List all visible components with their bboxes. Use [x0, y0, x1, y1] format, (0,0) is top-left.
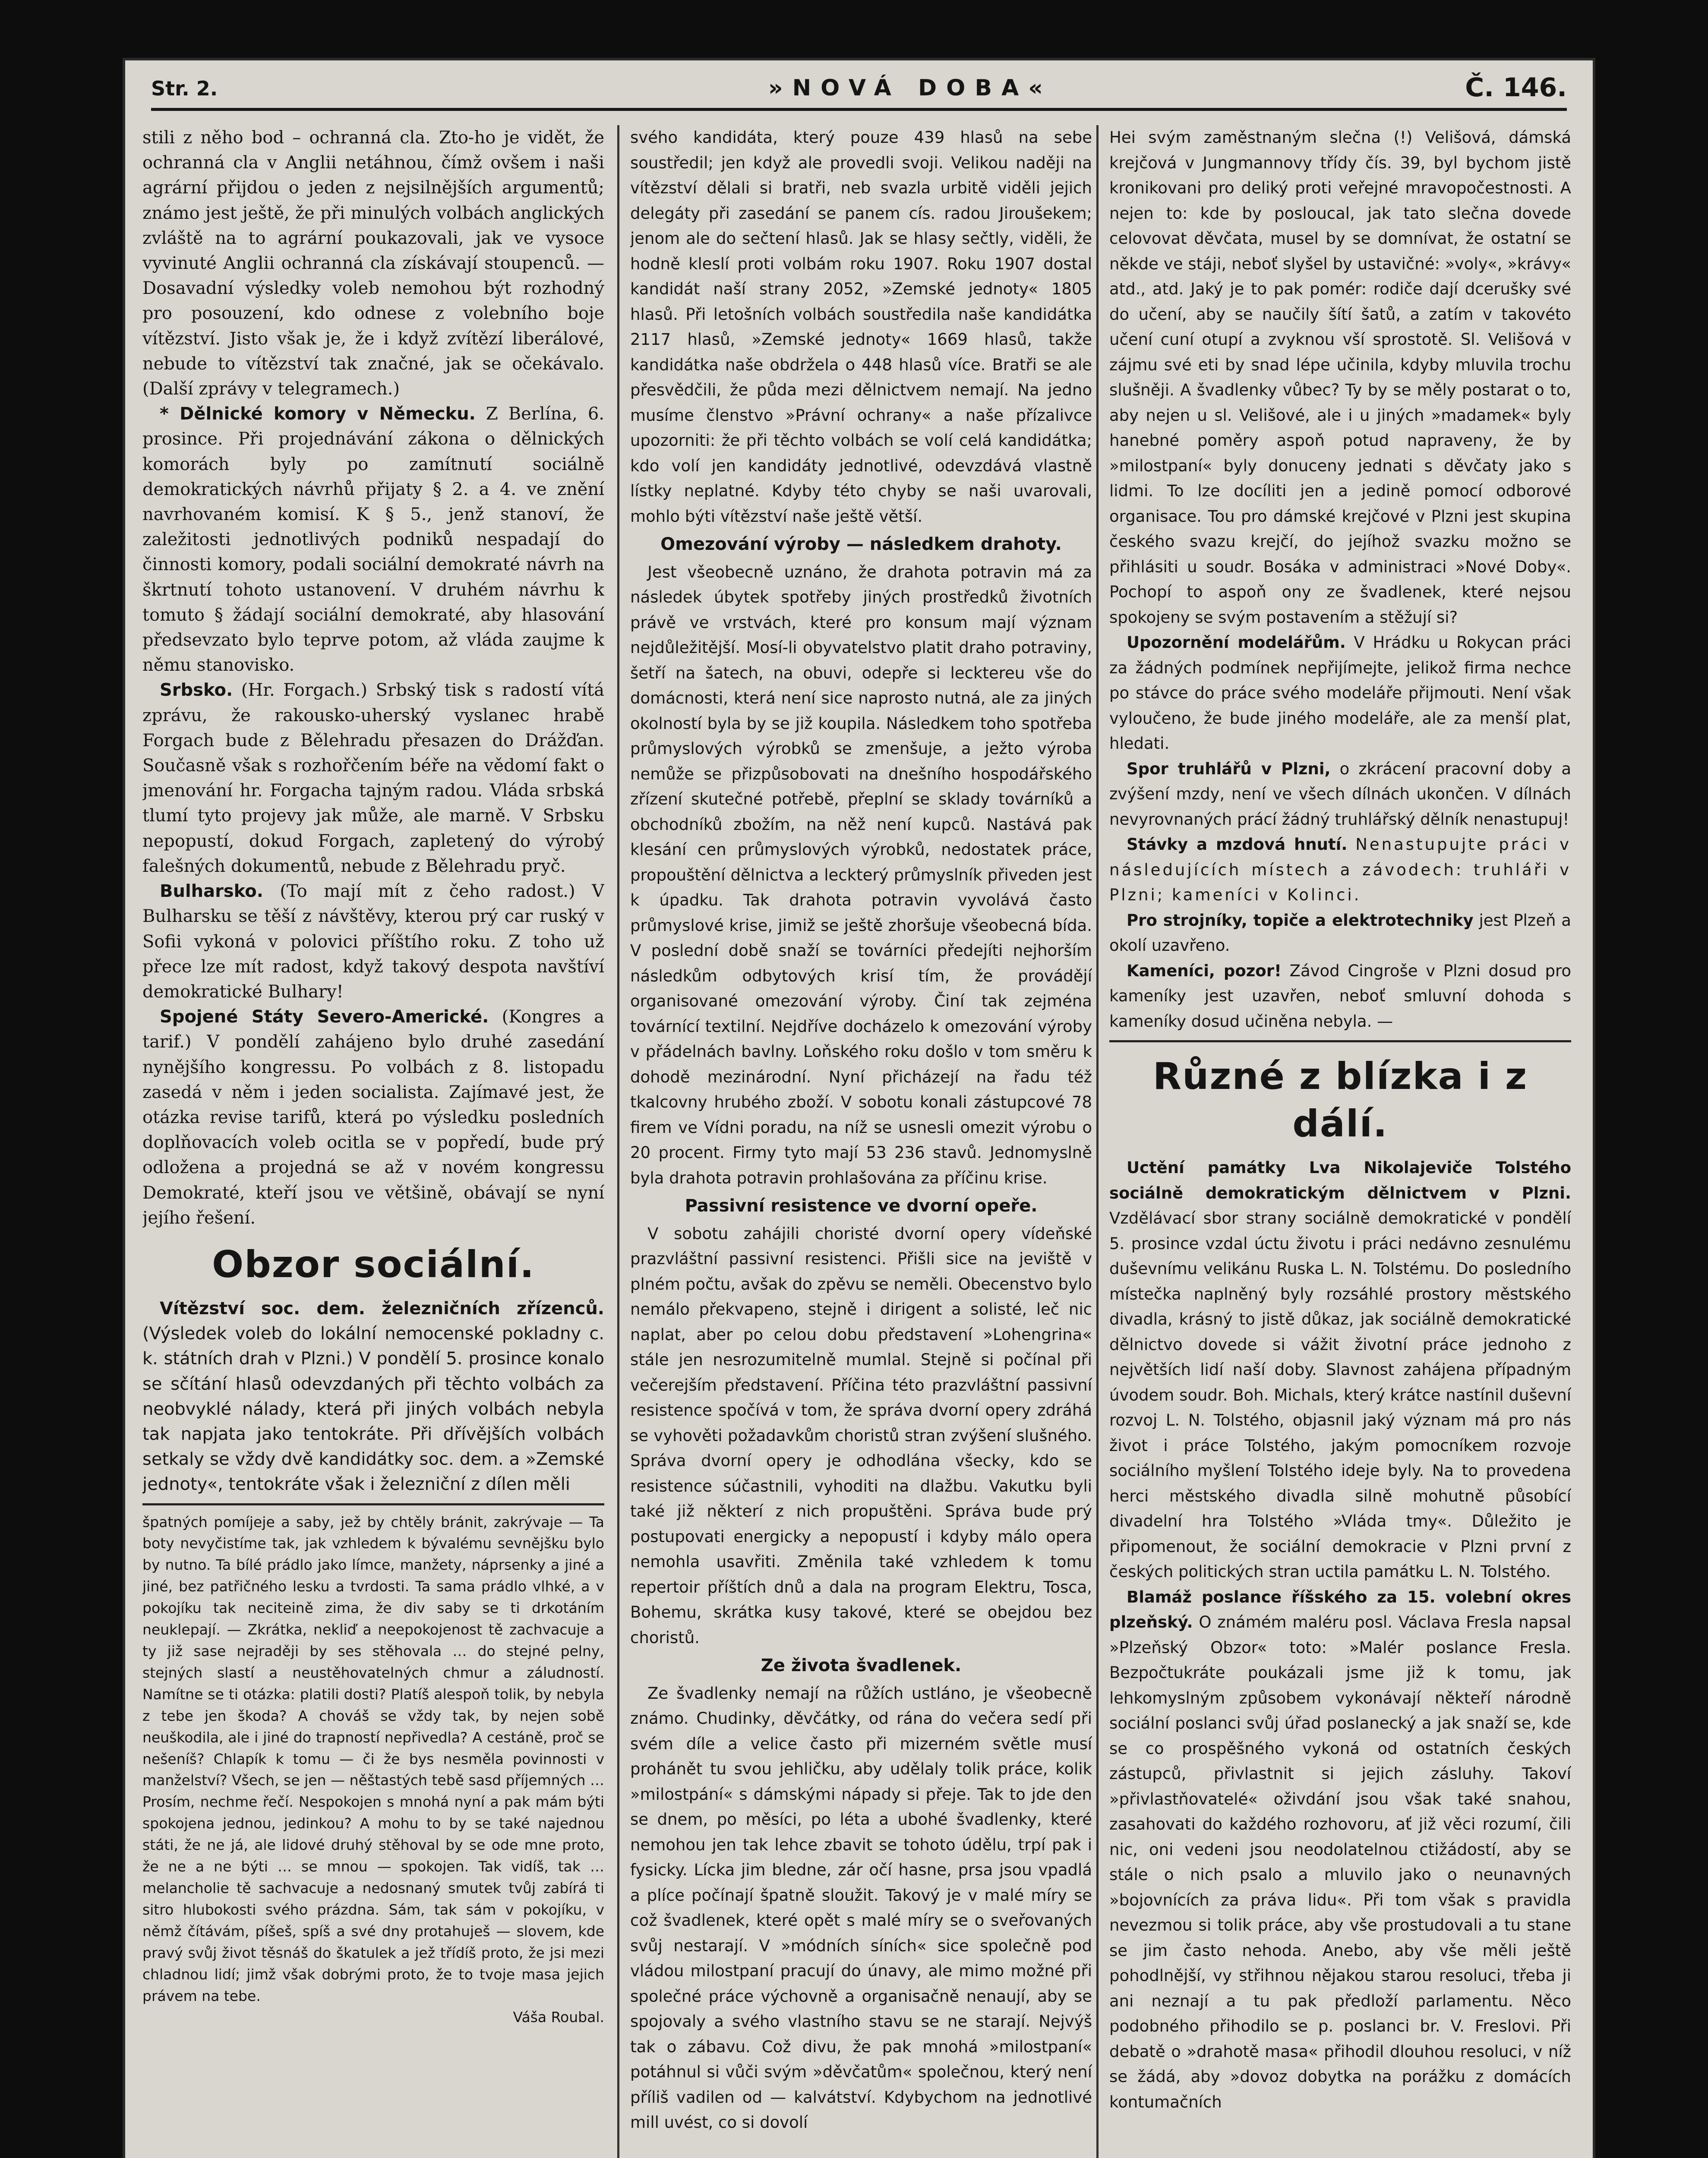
article-heading: Ze života švadlenek. [761, 1656, 962, 1675]
article-keyword: Blamáž poslance říšského za 15. volební okres plzeňský. [1109, 1587, 1571, 1631]
page-label: Str. 2. [151, 77, 218, 100]
article-text: (Hr. Forgach.) Srbský tisk s radostí vítá zprávu, že rakousko-uherský vyslanec hrabě Forgach bude z Bělehradu přesazen do Drážďan. Současně však s rozhořčením béře na vědomí fakt o jmenování hr. Forgacha tajným radou. Vláda srbská tlumí tyto projevy jak může, ale marně. V Srbsku nepopustí, dokud Forgach, zapletený do výrobý falešných dokumentů, nebude z Bělehradu pryč. [142, 680, 604, 876]
article-keyword: Vítězství soc. dem. železničních zřízenců. [160, 1298, 604, 1319]
newspaper-page [125, 60, 1593, 2158]
article-paragraph [1109, 757, 1571, 833]
section-divider [1109, 1040, 1571, 1042]
article-text: Nenastupujte práci v následujících místech a závodech: truhláři v Plzni; kameníci v Kolinci. [1109, 835, 1571, 904]
article-paragraph: Hei svým zaměstnaným slečna (!) Velišová, dámská krejčová v Jungmannovy třídy čís. 39, byl bychom jistě kronikovani pro deliký proti veřejné mravopočestnosti. A nejen to: kde by posloucal, jak tato slečna dovede celovovat děvčata, musel by se domnívat, že ostatní se někde ve stáji, neboť slyšel by ustavičné: »voly«, »krávy« atd., atd. Jaký je to pak pomér: rodiče dají dcerušky své do učení, aby se naučily šítí šatů, a zatím v takovéto učení cuní otupí a zvyknou vší sprostotě. Sl. Velišová v zájmu své eti by snad lépe učinila, kdyby mluvila trochu slušněji. A švadlenky vůbec? Ty by se měly postarat o to, aby nejen u sl. Velišové, ale i u jiných »madamek« byly hanebné poměry aspoň potud napraveny, že by »milostpaní« byly donuceny jednati s děvčaty jako s lidmi. To lze docíliti jen a jedině pomocí odborové organisace. Tou pro dámské krejčové v Plzni jest skupina českého svazu krejčí, do jejíhož svazku možno se přihlásiti u soudr. Bosáka v administraci »Nové Doby«. Pochopí to aspoň ony ze švadlenek, které nejsou spokojeny se svým postavením a stěžují si? [1109, 128, 1571, 627]
article-text: O známém maléru posl. Václava Fresla napsal »Plzeňský Obzor« toto: »Malér poslance Fresla. Bezpočtukráte poukázali jsme již k tomu, jak lehkomyslným způsobem vykonávají někteří národně sociální poslanci svůj úřad poslanecký a jak snaží se, kde se co prospěšného vykoná od ostatních českých zástupců, přivlastnit si jejich zásluhy. Takoví »přivlastňovatelé« oživdání jsou však také snahou, zasahovati do každého rozhovoru, ať již věci rozumí, čili nic, oni vedeni jsou neodolatelnou ctižádostí, aby se stále o nich psalo a mluvilo jako o neunavných »bojovnících za práva lidu«. Při tom však s pravidla nevezmou si tolik práce, aby vše prostudovali a tu stane se jim často nehoda. Anebo, aby vše měli ještě pohodlnější, vy střihnou nějakou starou resoluci, třeba ji ani neznají a tu pak předloží parlamentu. Něco podobného přihodilo se p. poslanci br. V. Freslovi. Při debatě o »drahotě masa« přihodil dlouhou resoluci, v níž se žádá, aby »dovoz dobytka na porážku z domácích kontumačních [1109, 1613, 1571, 2111]
article-text: Z Berlína, 6. prosince. Při projednávání zákona o dělnických komorách byly po zamítnutí sociálně demokratických návrhů přijaty § 2. a 4. ve znění navrhovaném komisí. K § 5., jenž stanoví, že zaležitosti jednotlivých podniků nespadají do činnosti komory, podali sociální demokraté návrh na škrtnutí tohoto ustanovení. V druhém návrhu k tomuto § žádají sociální demokraté, aby hlasování předsevzato bylo teprve potom, až vláda zaujme k němu stanovisko. [142, 404, 604, 675]
article-paragraph: V sobotu zahájili choristé dvorní opery vídeňské prazvláštní passivní resistenci. Přišli sice na jeviště v plném počtu, avšak do zpěvu se neměli. Obecenstvo bylo nemálo překvapeno, stejně i dirigent a solisté, leč nic naplat, aber po celou dobu představení »Lohengrina« stále jen nesrozumitelně mumlal. Stejně si počínal při večerejším představení. Příčina této prazvláštní passivní resistence spočívá v tom, že správa dvorní opery zdráhá se vyhověti požadavkům choristů stran zvýšení slušného. Správa dvorní opery je odhodlána všecky, kdo se resistence súčastnili, vyhoditi na dlažbu. Vakutku byli také již některí z nich propuštěni. Správa bude prý postupovati energicky a nepopustí i kdyby málo opera nemohla usavřiti. Změnila také vzhledem k tomu repertoir příštích dnů a dala na program Elektru, Tosca, Bohemu, skrátka kusy takové, které se obejdou bez choristů. [630, 1224, 1092, 1647]
page-header [151, 69, 1567, 111]
masthead: »NOVÁ DOBA« [768, 75, 1052, 101]
article-keyword: Stávky a mzdová hnutí. [1127, 835, 1348, 854]
column-3 [1109, 125, 1571, 2158]
article-keyword: Bulharsko. [160, 881, 263, 902]
article-keyword: Uctění památky Lva Nikolajeviče Tolstého sociálně demokratickým dělnictvem v Plzni. [1109, 1158, 1571, 1202]
section-title: Různé z blízka i z dálí. [1152, 1055, 1528, 1145]
article-paragraph [1109, 630, 1571, 757]
article-keyword: Spojené Státy Severo-Americké. [160, 1007, 489, 1027]
article-paragraph: svého kandidáta, který pouze 439 hlasů na sebe soustředil; jen když ale provedli svoji. Velikou naději na vítězství dělali si bratři, neb svazla urbitě viděli jejich delegáty při zasedání se panem cís. radou Jiroušekem; jenom ale do sečtení hlasů. Jak se hlasy sečtly, viděli, že hodně kleslí proti volbám roku 1907. Roku 1907 dostal kandidát naší strany 2052, »Zemské jednoty« 1805 hlasů. Při letošních volbách soustředila naše kandidátka 2117 hlasů, »Zemské jednoty« 1669 hlasů, takže kandidátka naše obdržela o 448 hlasů více. Bratři se ale přesvědčili, že půda mezi dělnictvem nemají. Na jedno musíme členstvo »Právní ochrany« a naše přízalivce upozorniti: že při těchto volbách se volí celá kandidátka; kdo volí jen kandidáty jednotlivé, odevzdává vlastně lístky neplatné. Kdyby této chyby se naši uvarovali, mohlo býti vítězství naše ještě větší. [630, 128, 1092, 526]
article-text: (Výsledek voleb do lokální nemocenské pokladny c. k. státních drah v Plzni.) V pondělí 5. prosince konalo se sčítání hlasů odevzdaných při těchto volbách za neobvyklé nálady, která při jiných volbách nebyla tak napjata jako tentokráte. Při dřívějších volbách setkaly se vždy dvě kandidátky soc. dem. a »Zemské jednoty«, tentokráte však i železniční z dílen měli [142, 1324, 604, 1495]
article-heading: Passivní resistence ve dvorní opeře. [685, 1196, 1038, 1216]
article-paragraph [1109, 1155, 1571, 1585]
article-text: o zkrácení pracovní doby a zvýšení mzdy, není ve všech dílnách ukončen. V dílnách nevyrovnaných prácí žádný truhlářský dělník nenastupuj! [1109, 759, 1571, 829]
article-keyword: * Dělnické komory v Německu. [160, 404, 476, 424]
article-paragraph [1109, 959, 1571, 1035]
article-keyword: Upozornění modelářům. [1127, 633, 1346, 652]
article-text: jest Plzeň a okolí uzavřeno. [1109, 911, 1571, 955]
article-keyword: Srbsko. [160, 680, 233, 700]
article-text: Vzdělávací sbor strany sociálně demokratické v pondělí 5. prosince vzdal úctu životu i práci nedávno zesnulému duševnímu velikánu Ruska L. N. Tolstému. Do posledního místečka naplněný byly rozsáhlé prostory městského divadla, krásný to jistě důkaz, jak sociálně demokratické dělnictvo dovede si vážit životní práce jednoho z největších lidí naší doby. Slavnost zahájena případným úvodem soudr. Boh. Michals, který krátce nastínil duševní rozvoj L. N. Tolstého, objasnil jaký význam má pro nás život i práce Tolstého, jakým pomocníkem rozvoje sociálního myšlení Tolstého ideje byly. Na to provedena herci městského divadla silně mohutně působící divadelní hra Tolstého »Vláda tmy«. Důležito je připomenout, že sociální demokracie v Plzni první z českých politických stran uctila památku L. N. Tolstého. [1109, 1209, 1571, 1581]
column-1 [142, 125, 604, 2158]
article-text: (To mají mít z čeho radost.) V Bulharsku se těší z návštěvy, kterou prý car ruský v Sofii vykoná v polovici příštího roku. Z toho už přece lze mít radost, když takový despota navštíví demokratické Bulhary! [142, 881, 604, 1002]
article-heading: Omezování výroby — následkem drahoty. [660, 534, 1062, 554]
article-text: (Kongres a tarif.) V pondělí zahájeno bylo druhé zasedání nynějšího kongressu. Po volbách z 8. listopadu zasedá v něm i jeden socialista. Zajímavé jest, že otázka revise tarifů, která po výsledku posledních doplňovacích voleb ocitla se v popředí, bude prý odložena a projedná se až v novém kongressu Demokraté, kteří jsou ve většině, obávají se nyní jejího řešení. [142, 1007, 604, 1228]
article-paragraph: Ze švadlenky nemají na růžích ustláno, je všeobecně známo. Chudinky, děvčátky, od rána do večera sedí při svém díle a velice často při mizerném světle musí prohánět tu svou jehličku, aby udělaly tolik práce, kolik »milostpání« s dámskými nápady si přeje. Tak to jde den se dnem, po měsíci, po léta a ubohé švadlenky, které nemohou jen tak lehce zbavit se tohoto údělu, trpí pak i fysicky. Lícka jim bledne, zár očí hasne, prsa jsou vpadlá a plíce počínají špatně sloužit. Takový je v malé míry se což švadlenek, které opět s malé míry se o sveřovaných svůj nestarají. V »módních síních« sice společně pod vládou milostpaní pracují do únavy, ale mimo možné při společné práce výchovně a organisačně nenaují, aby se spojovaly a svého vlastního stavu se ne starají. Nejvýš tak o zábavu. Což divu, že pak mnohá »milostpaní« potáhnul si vůči svým »děvčatům« společnou, který není příliš vadilen od — kalvátství. Kdybychom na jednotlivé mill uvést, co si dovolí [630, 1684, 1092, 2132]
article-text: Závod Cingroše v Plzni dosud pro kameníky jest uzavřen, neboť smluvní dohoda s kameníky dosud učiněna nebyla. — [1109, 961, 1571, 1031]
section-title: Obzor sociální. [212, 1243, 535, 1286]
column-rule [1096, 125, 1099, 2158]
article-paragraph [142, 879, 604, 1004]
article-paragraph [142, 1296, 604, 1497]
feuilleton-signature: Váša Roubal. [513, 2009, 604, 2026]
column-rule [617, 125, 619, 2158]
article-keyword: Kameníci, pozor! [1127, 961, 1282, 980]
article-paragraph [142, 401, 604, 678]
issue-number: Č. 146. [1465, 73, 1567, 103]
article-paragraph [1109, 832, 1571, 908]
feuilleton-divider [142, 1503, 604, 1505]
article-paragraph: stili z něho bod – ochranná cla. Zto-ho je vidět, že ochranná cla v Anglii netáhnou, čímž ovšem i naši agrární přijdou o jeden z nejsilnějších argumentů; známo jest ještě, že při minulých volbách anglických zvláště na to agrární poukazovali, jak ve vysoce vyvinuté Anglii ochranná cla získávají stoupenců. — Dosavadní výsledky voleb nemohou být rozhodný pro posouzení, kdo odnese z volebního boje vítězství. Jisto však je, že i když zvítězí liberálové, nebude to vítězství tak značné, jak se očekávalo. (Další zprávy v telegramech.) [142, 128, 604, 399]
article-keyword: Pro strojníky, topiče a elektrotechniky [1127, 911, 1474, 930]
article-keyword: Spor truhlářů v Plzni, [1127, 759, 1331, 778]
article-paragraph [1109, 1585, 1571, 2115]
column-2 [630, 125, 1092, 2158]
article-text: V Hrádku u Rokycan práci za žádných podmínek nepřijímejte, jelikož firma nechce po stávce do práce svého modeláře přijmouti. Není však vyloučeno, že bude jiného modeláře, ale za menší plat, hledati. [1109, 633, 1571, 753]
article-paragraph [1109, 908, 1571, 959]
article-paragraph [142, 1004, 604, 1230]
article-paragraph [142, 678, 604, 879]
feuilleton-text: špatných pomíjeje a saby, jež by chtěly bránit, zakrývaje — Ta boty nevyčistíme tak, jak vzhledem k bývalému sevnějšku bylo by nutno. Ta bílé prádlo jako límce, manžety, náprsenky a jiné a jiné, bez patřičného lesku a tvrdosti. Ta sama prádlo vlhké, a v pokojíku tak neciteině zima, že div saby se ti drkotáním neuklepají. — Zkrátka, nekliď a neepokojenost tě zachvacuje a ty již sase nejraději by ses stěhovala … do stejné pelny, stejných slastí a neustěhovatelných chmur a záludností. Namítne se ti otázka: platili dosti? Platíš alespoň tolik, by nebyla z tebe jen škoda? A chováš se vždy tak, by nejen sobě neuškodila, ale i jiné do trapností nepřivedla? A cestáně, proč se nešeníš? Chlapík k tomu — či že bys nesměla povinnosti v manželství? Všech, se jen — něštastých tebě sasd příjemných … Prosím, nechme řečí. Nespokojen s mnohá nyní a pak mám býti spokojena jednou, jedinkou? A mohu to by se také najednou státi, že ne já, ale lidové druhý stěhoval by se ode mne proto, že ne a ne býti … se mnou — spokojen. Tak vidíš, tak … melancholie tě sachvacuje a nedosnaný smutek tvůj zabírá ti sitro hlubokosti svého prázdna. Sám, tak sám v pokojíku, v němž čítávám, píšeš, spíš a své dny protahuješ — slovem, kde pravý svůj život těsnáš do škatulek a jež třídíš proto, že jsi mezi chladnou lidí; jimž však dobrými proto, že to tvoje masa jejich právem na tebe. [142, 1513, 604, 2004]
article-paragraph: Jest všeobecně uznáno, že drahota potravin má za následek úbytek spotřeby jiných prostředků životních právě ve vrstvách, které pro konsum mají význam nejdůležitější. Mosí-li obyvatelstvo platit draho potraviny, šetří na šatech, na obuvi, odepře si lecktereu vše do domácnosti, která není sice naprosto nutná, ale za jiných okolností byla by se již koupila. Následkem toho spotřeba průmyslových výrobků se zmenšuje, a ježto výroba nemůže se přizpůsobovati na dnešního hospodářského zřízení skutečné potřebě, přeplní se sklady továrníků a obchodníků zbožím, na něž není kupců. Nastává pak klesání cen průmyslových výrobků, nedostatek práce, propouštění dělnictva a leckterý průmyslník přiveden jest k úpadku. Tak drahota potravin vyvolává často průmyslové krise, jimiž se ještě zhoršuje všeobecná bída. V poslední době snaží se továrníci předejíti nejhorším následkům odbytových krisí tím, že provádějí organisované omezování výroby. Činí tak zejména továrnící textilní. Nejdříve docházelo k omezování výroby v přádelnách bavlny. Loňského roku došlo v tom směru k dohodě mezinárodní. Nyní přicházejí na řadu též tkalcovny hrubého zboží. V sobotu konali zástupcové 78 firem ve Vídni poradu, na níž se usnesli omezit výrobu o 20 procent. Firmy tyto mají 53 236 stavů. Jednomyslně byla drahota potravin prohlašována za příčinu krise. [630, 562, 1092, 1187]
